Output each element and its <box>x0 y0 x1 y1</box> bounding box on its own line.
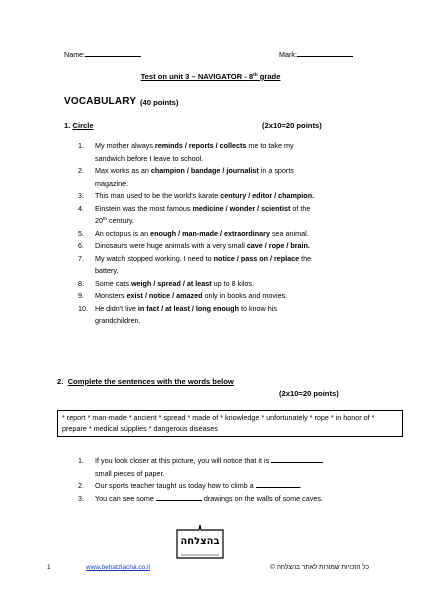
section2-list <box>78 455 323 505</box>
section1-item <box>78 228 314 241</box>
section2-item-text: Our sports teacher taught us today how to climb a . <box>95 481 302 490</box>
section1-item <box>78 253 314 278</box>
title-grade: grade <box>257 72 281 81</box>
section1-points: (2x10=20 points) <box>262 121 322 130</box>
section1-heading <box>64 121 94 130</box>
test-title <box>0 72 421 81</box>
logo-text: בהצלחה <box>180 536 220 547</box>
section1-item <box>78 303 314 328</box>
mark-line <box>297 49 353 57</box>
section1-item <box>78 165 314 190</box>
section1-item-number: 2. <box>78 166 84 175</box>
section1-item-text: Dinosaurs were huge animals with a very small cave / rope / brain. <box>95 241 310 250</box>
section1-item-text: This man used to be the world's karate century / editor / champion. <box>95 191 315 200</box>
section1-list <box>78 140 314 328</box>
section1-item-number: 1. <box>78 141 84 150</box>
word-bank-box: * report * man-made * ancient * spread * made of * knowledge * unfortunately * rope * in honor of * prepare * medical supplies * dangerous diseases <box>57 410 403 437</box>
section1-item <box>78 140 314 165</box>
section1-item-number: 6. <box>78 241 84 250</box>
section1-item-number: 4. <box>78 203 84 213</box>
title-main: Test on unit 3 – NAVIGATOR - 8 <box>140 72 254 81</box>
section1-title: Circle <box>72 121 94 130</box>
section2-heading <box>57 377 234 386</box>
section1-item-number: 10. <box>78 303 88 313</box>
section1-item-number: 3. <box>78 191 84 200</box>
section1-item-text: Some cats weigh / spread / at least up to 8 kilos. <box>95 278 254 288</box>
section2-item-number: 2. <box>78 481 84 490</box>
name-line <box>85 49 141 57</box>
section1-item <box>78 240 314 253</box>
section1-item <box>78 203 314 228</box>
section1-item-text: Monsters exist / notice / amazed only in books and movies. <box>95 291 288 300</box>
section2-item-number: 3. <box>78 493 84 503</box>
section1-item-text: Max works as an champion / bandage / journalist in a sports magazine. <box>95 166 294 188</box>
section2-number: 2. <box>57 377 64 386</box>
section1-number: 1. <box>64 121 71 130</box>
section2-item-number: 1. <box>78 456 84 465</box>
section1-item-number: 5. <box>78 228 84 238</box>
vocabulary-points: (40 points) <box>140 98 179 107</box>
section1-item <box>78 290 314 303</box>
section2-item <box>78 480 323 493</box>
section1-item-number: 8. <box>78 278 84 288</box>
section1-item-number: 7. <box>78 253 84 263</box>
section1-item-text: He didn't live in fact / at least / long enough to know his grandchildren. <box>95 303 277 325</box>
section2-item <box>78 493 323 506</box>
section1-item-text: An octopus is an enough / man-made / extraordinary sea animal. <box>95 228 309 238</box>
section1-item <box>78 190 314 203</box>
behatzlacha-logo <box>171 524 229 560</box>
name-field[interactable] <box>64 49 141 59</box>
mark-field[interactable] <box>279 49 353 59</box>
mark-label: Mark: <box>279 50 297 59</box>
section2-item-text: You can see some drawings on the walls of some caves. <box>95 493 323 503</box>
section2-item <box>78 455 323 480</box>
section1-item-text: My watch stopped working. I need to notice / pass on / replace the battery. <box>95 253 312 275</box>
section2-title: Complete the sentences with the words below <box>67 377 234 386</box>
copyright-notice: כל הזכויות שמורות לאתר בהצלחה © <box>270 564 369 571</box>
vocabulary-heading: VOCABULARY <box>64 96 137 107</box>
website-link[interactable]: www.behatzlacha.co.il <box>86 564 150 571</box>
section1-item-number: 9. <box>78 291 84 300</box>
section2-item-text: If you look closer at this picture, you will notice that it is small pieces of paper. <box>95 455 323 480</box>
section2-points: (2x10=20 points) <box>279 389 339 398</box>
section1-item <box>78 278 314 291</box>
section1-item-text: Einstein was the most famous medicine / wonder / scientist of the 20th century. <box>95 203 311 225</box>
section1-item-text: My mother always reminds / reports / collects me to take my sandwich before I leave to school. <box>95 141 294 163</box>
page-number: 1 <box>47 564 51 571</box>
name-label: Name: <box>64 50 86 59</box>
title-sup: th <box>253 73 258 78</box>
